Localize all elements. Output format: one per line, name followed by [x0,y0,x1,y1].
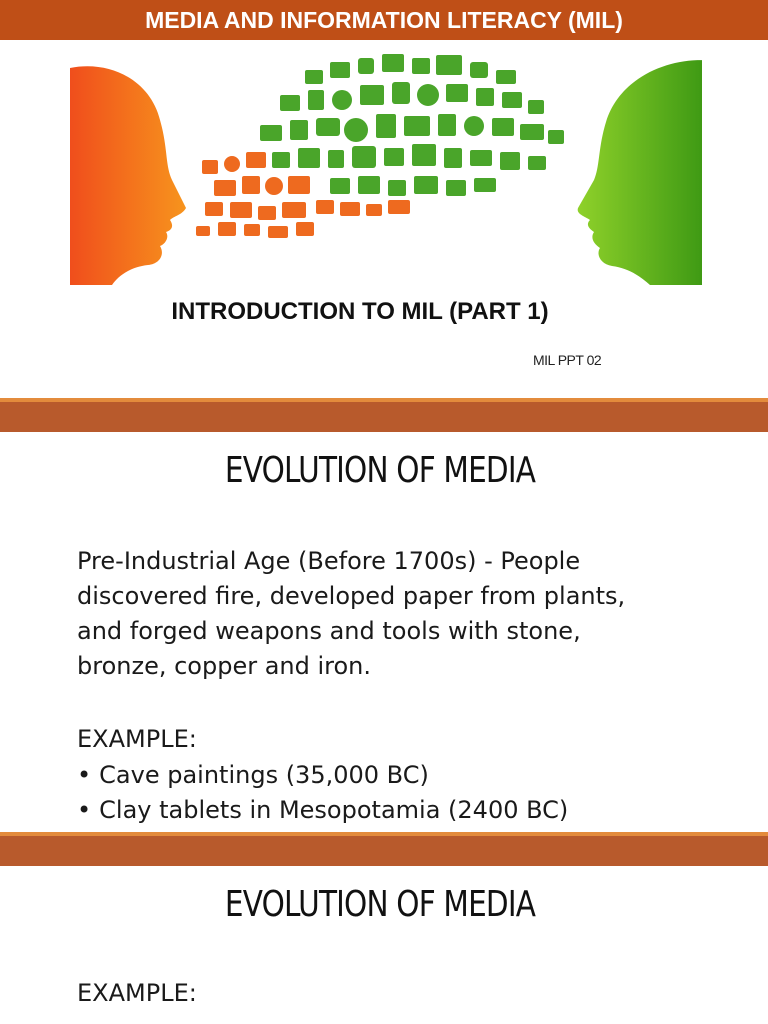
paragraph-line: Pre-Industrial Age (Before 1700s) - People [77,547,581,575]
example-label: EXAMPLE: [77,725,197,753]
body-paragraph [77,544,717,684]
banner-title: MEDIA AND INFORMATION LITERACY (MIL) [0,0,768,40]
example-bullets [77,758,717,828]
paragraph-line: and forged weapons and tools with stone, [77,617,581,645]
evolution-slide-1 [0,432,768,832]
slide-heading: EVOLUTION OF MEDIA [224,450,536,491]
slide-heading: EVOLUTION OF MEDIA [224,884,536,925]
title-slide [0,0,768,398]
example-label: EXAMPLE: [77,979,197,1007]
slide-divider [0,398,768,432]
intro-subtitle: INTRODUCTION TO MIL (PART 1) [171,298,549,325]
paragraph-line: discovered fire, developed paper from plants, [77,582,626,610]
left-face-silhouette [70,66,186,285]
ppt-code: MIL PPT 02 [533,352,602,368]
slide-divider [0,832,768,866]
evolution-slide-2 [0,866,768,1024]
paragraph-line: bronze, copper and iron. [77,652,372,680]
hero-illustration [0,40,768,290]
bullet-item: • Clay tablets in Mesopotamia (2400 BC) [77,793,717,828]
right-face-silhouette [578,40,702,285]
bullet-item: • Cave paintings (35,000 BC) [77,758,717,793]
media-icons-cloud [196,54,577,238]
